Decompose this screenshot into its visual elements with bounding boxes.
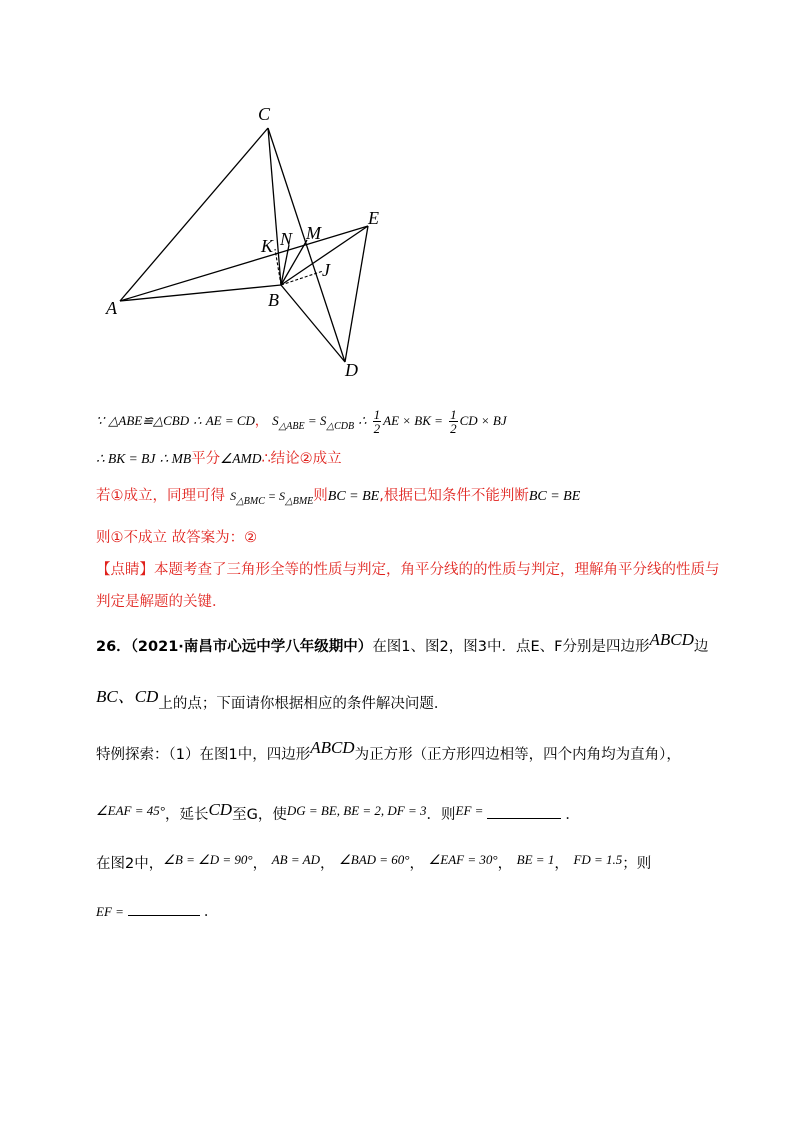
segment-cd: CD [208,800,233,819]
condition-ab-ad: AB = AD [271,852,320,867]
quad-abcd: ABCD [649,630,694,649]
quad-abcd-2: ABCD [310,738,355,757]
therefore-symbol: ∴ [193,413,202,428]
cannot-judge-text: ,根据已知条件不能判断 [379,488,529,504]
extend-text: ，延长 [164,807,209,823]
angle-eaf-45: ∠EAF = 45° [96,803,165,818]
mb-text: ∴ MB [159,451,192,466]
period: ． [565,807,580,823]
condition-bad-60: ∠BAD = 60° [339,852,410,867]
fig2-prefix: 在图2中， [96,856,164,872]
solution-line-1 [96,408,507,435]
congruence-statement: △ABE≌△CBD [108,413,190,428]
solution-line-3 [96,484,580,507]
segment-AB [120,285,281,301]
label-J: J [322,260,330,280]
area-equation: $S_{\triangle BMC} = S_{\triangle BME}$ [230,489,314,507]
solution-line-2 [96,447,342,468]
equation-bc-be-2: BC = BE [528,489,581,504]
conclusion-text: ∴结论②成立 [261,451,342,467]
ef-equals: EF = [455,803,484,818]
problem-number: 26． [96,639,131,655]
problem-header [96,630,708,656]
special-case-line [96,738,681,764]
segments-bc-cd: BC、CD [96,687,159,706]
to-g-text: 至G，使 [232,807,287,823]
label-B: B [268,290,279,310]
then-ef-text: ．则 [426,807,456,823]
answer-blank-1[interactable] [487,804,561,819]
angle-amd: ∠AMD [220,451,262,466]
fraction-half-2: $\frac{1}{2}$ [450,407,457,436]
segment-BD [281,285,345,362]
special-suffix: 为正方形（正方形四边相等，四个内角均为直角）， [354,747,681,763]
problem-source: （2021·南昌市心远中学八年级期中） [130,639,373,655]
equation-bc-be: BC = BE [327,489,380,504]
label-E: E [368,208,379,228]
label-C: C [258,104,271,124]
segment-ED [345,226,368,362]
comment-line-2: 判定是解题的关键． [96,594,227,610]
because-symbol: ∵ [96,413,105,428]
label-K: K [261,236,274,256]
answer-line: 则①不成立 故答案为：② [96,530,258,546]
edge-text: 边 [693,639,709,655]
label-N: N [280,229,293,249]
equation-bk-bj: ∴ BK = BJ [96,451,156,466]
fig1-conditions-line [96,800,580,824]
comment-line-1: 【点睛】本题考查了三角形全等的性质与判定，角平分线的的性质与判定，理解角平分线的性质与 [96,562,720,578]
condition-fd-1-5: FD = 1.5 [573,852,623,867]
problem-intro-2: 上的点；下面请你根据相应的条件解决问题． [158,696,449,712]
area-abe: $S_{\triangle ABE} = S_{\triangle CDB}$ [272,413,355,432]
ef-equals-2: EF = [96,904,124,919]
if-same-text: 若①成立，同理可得 [96,488,225,504]
then-text-2: ；则 [622,856,652,872]
therefore-symbol-2: ∴ [358,413,367,428]
geometry-figure [95,95,405,385]
special-prefix: 特例探索：（1）在图1中，四边形 [96,747,311,763]
equation-ae-cd: AE = CD [205,413,255,428]
fig1-conditions: DG = BE, BE = 2, DF = 3 [286,803,427,818]
segment-CB [268,128,281,285]
equation-cd-bj: CD × BJ [459,413,507,428]
condition-be-1: BE = 1 [516,852,555,867]
label-A: A [106,298,117,318]
label-M: M [306,223,321,243]
condition-angles-90: ∠B = ∠D = 90° [163,852,253,867]
then-text: 则 [313,488,328,504]
equation-ae-bk: AE × BK = [383,413,443,428]
condition-eaf-30: ∠EAF = 30° [428,852,498,867]
label-D: D [345,360,358,380]
problem-intro: 在图1、图2，图3中．点E、F分别是四边形 [372,639,650,655]
problem-line-2 [96,682,448,713]
fig2-conditions-line: 在图2中，∠B = ∠D = 90°， AB = AD， ∠BAD = 60°， ∠EAF = 30°， BE = 1， FD = 1.5；则 [96,852,652,872]
fraction-half-1: $\frac{1}{2}$ [373,407,381,436]
ef-answer-line [96,900,218,921]
bisect-text: 平分 [191,451,221,467]
answer-blank-2[interactable] [128,901,200,916]
comma: ， [254,414,268,429]
segment-CA [120,128,268,301]
period-2: ． [203,904,219,920]
segment-AE [120,226,368,301]
